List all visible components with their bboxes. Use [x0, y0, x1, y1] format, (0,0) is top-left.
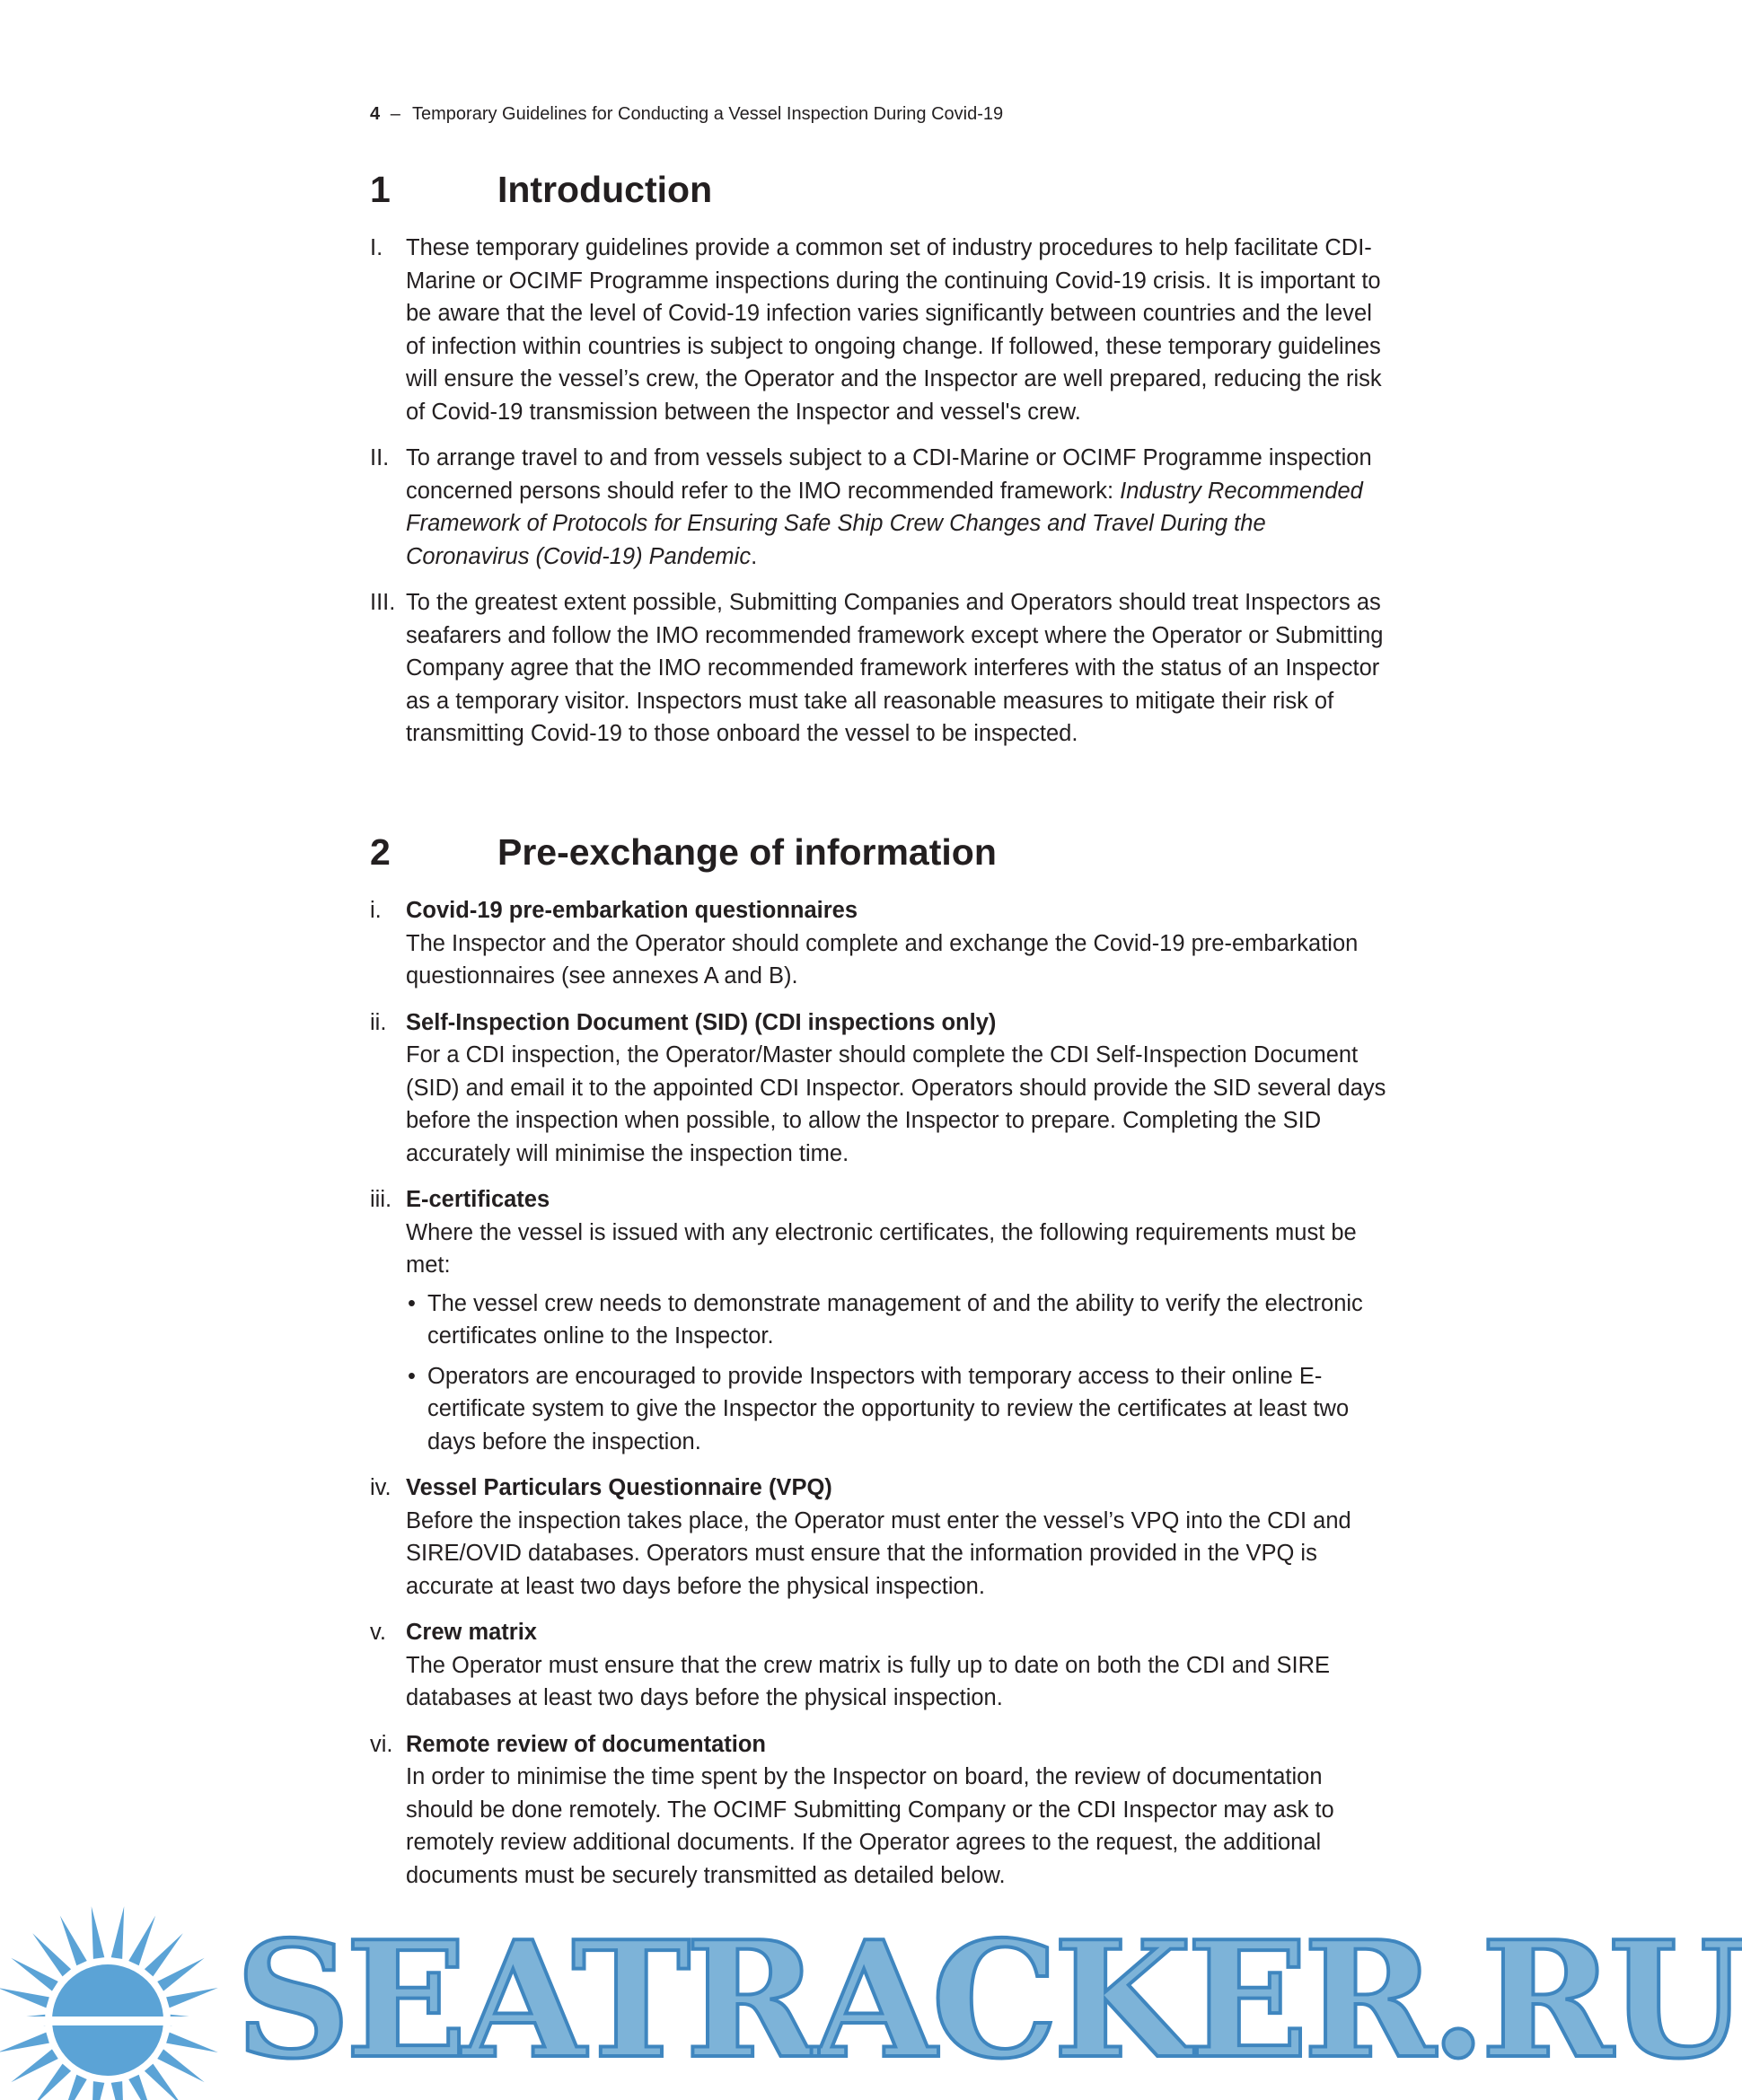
sun-ray	[157, 1958, 204, 1991]
sun-ray	[128, 1916, 155, 1966]
page-number: 4	[370, 104, 381, 124]
item-title: Crew matrix	[406, 1620, 537, 1645]
section-heading-pre-exchange	[370, 831, 997, 874]
sun-ray	[111, 2081, 125, 2100]
sun-ray	[60, 2075, 87, 2100]
bullet-dot-icon: •	[408, 1290, 416, 1316]
sun-ray	[32, 1933, 71, 1976]
paragraph-marker: III.	[370, 590, 396, 615]
sun-ray	[0, 1988, 49, 2008]
item-text: Where the vessel is issued with any electronic certificates, the following requirements must be met:	[406, 1219, 1357, 1278]
sun-ray	[11, 1958, 57, 1991]
sun-ray	[32, 2064, 71, 2100]
bullet-item	[406, 1360, 1394, 1459]
bullet-item	[406, 1287, 1394, 1353]
section-title: Pre-exchange of information	[497, 831, 997, 873]
paragraph-text: To the greatest extent possible, Submitting Companies and Operators should treat Inspectors as seafarers and follow the IMO recommended framework except where the Operator or Submitting Company agree that the IMO recommended framework interferes with the status of an Inspector as a temporary visitor. Inspectors must take all reasonable measures to mitigate their risk of transmitting Covid-19 to those onboard the vessel to be inspected.	[406, 590, 1384, 746]
item-title: Covid-19 pre-embarkation questionnaires	[406, 898, 858, 923]
item-text: Before the inspection takes place, the Operator must enter the vessel’s VPQ into the CDI and SIRE/OVID databases. Operators must ensure that the information provided in the VPQ is accurate at least two days before the physical inspection.	[406, 1507, 1351, 1599]
sun-ray	[11, 2049, 57, 2082]
sun-ray	[166, 1988, 218, 2008]
item-vpq	[370, 1472, 1394, 1603]
item-marker: iii.	[370, 1187, 392, 1212]
paragraph-text: To arrange travel to and from vessels subject to a CDI-Marine or OCIMF Programme inspection concerned persons should refer to the IMO recommended framework:	[406, 445, 1372, 504]
running-head	[370, 104, 1003, 125]
paragraph-marker: II.	[370, 445, 390, 470]
item-crew-matrix	[370, 1616, 1394, 1715]
paragraph-1	[370, 232, 1394, 428]
item-marker: i.	[370, 898, 382, 923]
section-number: 2	[370, 831, 391, 873]
paragraph-3	[370, 586, 1394, 751]
bullet-text: Operators are encouraged to provide Inspectors with temporary access to their online E-certificate system to give the Inspector the opportunity to review the certificates at least two days before the inspection.	[427, 1363, 1350, 1454]
sun-ray	[166, 2033, 218, 2052]
section-title: Introduction	[497, 169, 713, 210]
paragraph-2	[370, 442, 1394, 573]
section-heading-introduction	[370, 169, 712, 211]
section-1-body	[370, 232, 1394, 764]
bullet-dot-icon: •	[408, 1363, 416, 1389]
sun-ray	[0, 2033, 49, 2052]
sun-ray	[92, 2081, 105, 2100]
item-title: E-certificates	[406, 1187, 550, 1212]
item-title: Remote review of documentation	[406, 1731, 766, 1757]
item-title: Vessel Particulars Questionnaire (VPQ)	[406, 1475, 832, 1500]
bullet-list	[406, 1287, 1394, 1459]
item-marker: vi.	[370, 1731, 393, 1757]
sun-ray	[157, 2049, 204, 2082]
framework-title: Industry Recommended Framework of Protocols for Ensuring Safe Ship Crew Changes and Travel During the Coronavirus (Covid-19) Pandemic	[406, 478, 1363, 569]
item-marker: iv.	[370, 1475, 392, 1500]
item-remote-review	[370, 1728, 1394, 1893]
sun-ray	[145, 1933, 183, 1976]
item-text: In order to minimise the time spent by the Inspector on board, the review of documentation should be done remotely. The OCIMF Submitting Company or the CDI Inspector may ask to remotely review additional documents. If the Operator agrees to the request, the additional documents must be securely transmitted as detailed below.	[406, 1764, 1334, 1888]
section-2-body	[370, 894, 1394, 1905]
item-marker: v.	[370, 1620, 386, 1645]
running-head-title: Temporary Guidelines for Conducting a Vessel Inspection During Covid-19	[412, 104, 1004, 124]
sun-ray	[60, 1916, 87, 1966]
sun-ray	[128, 2075, 155, 2100]
watermark-text: SEATRACKER.RU	[235, 1906, 1742, 2094]
item-text: For a CDI inspection, the Operator/Master should complete the CDI Self-Inspection Document (SID) and email it to the appointed CDI Inspector. Operators should provide the SID several days before the inspection when possible, to allow the Inspector to prepare. Completing the SID accurately will minimise the inspection time.	[406, 1042, 1386, 1166]
item-sid	[370, 1006, 1394, 1171]
item-questionnaires	[370, 894, 1394, 993]
item-marker: ii.	[370, 1009, 387, 1035]
bullet-text: The vessel crew needs to demonstrate management of and the ability to verify the electronic certificates online to the Inspector.	[427, 1290, 1363, 1349]
paragraph-marker: I.	[370, 235, 383, 260]
sun-ray	[92, 1906, 105, 1959]
sun-ray	[111, 1906, 125, 1959]
item-text: The Inspector and the Operator should complete and exchange the Covid-19 pre-embarkation questionnaires (see annexes A and B).	[406, 930, 1359, 988]
item-e-certificates	[370, 1183, 1394, 1458]
item-title: Self-Inspection Document (SID) (CDI inspections only)	[406, 1009, 997, 1035]
section-number: 1	[370, 169, 391, 210]
paragraph-text: These temporary guidelines provide a common set of industry procedures to help facilitate CDI-Marine or OCIMF Programme inspections during the continuing Covid-19 crisis. It is important to be aware that the level of Covid-19 infection varies significantly between countries and the level of infection within countries is subject to ongoing change. If followed, these temporary guidelines will ensure the vessel’s crew, the Operator and the Inspector are well prepared, reducing the risk of Covid-19 transmission between the Inspector and vessel's crew.	[406, 235, 1382, 425]
item-text: The Operator must ensure that the crew matrix is fully up to date on both the CDI and SIRE databases at least two days before the physical inspection.	[406, 1652, 1331, 1710]
sun-ray	[145, 2064, 183, 2100]
paragraph-end: .	[751, 543, 758, 569]
running-head-dash: –	[390, 104, 400, 124]
